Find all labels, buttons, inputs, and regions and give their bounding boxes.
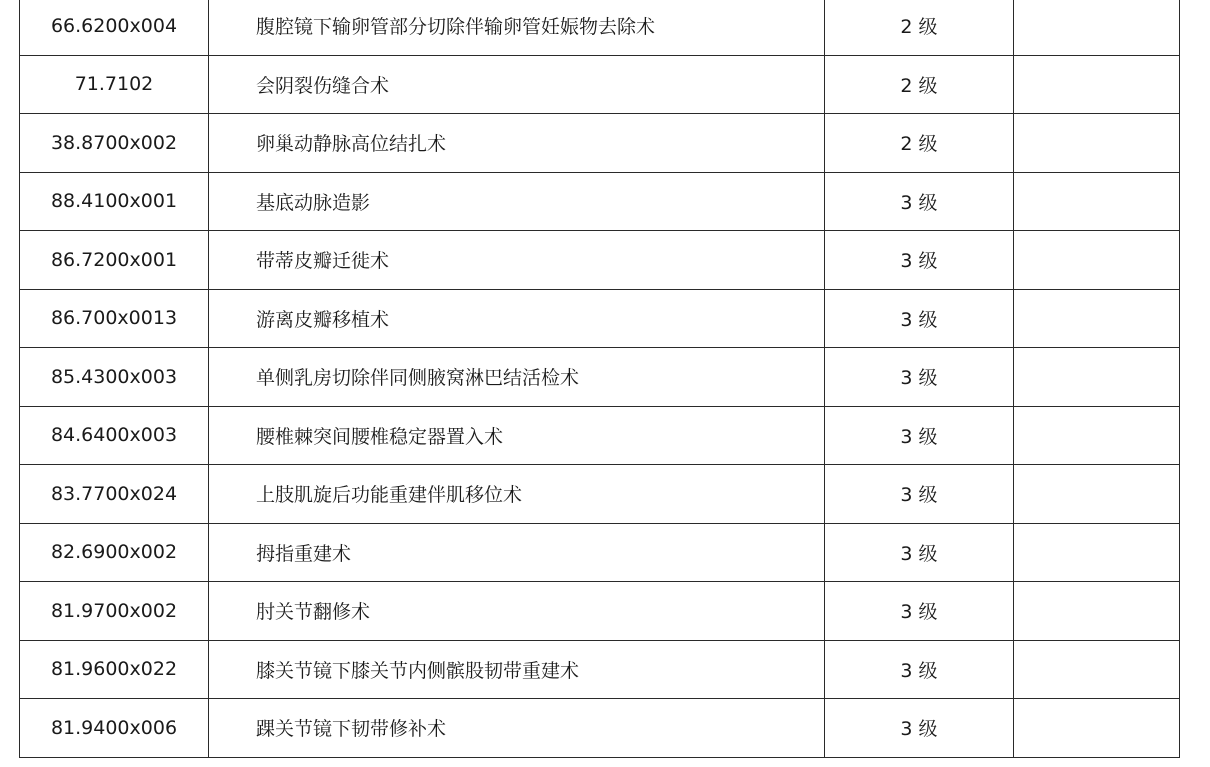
table-row (20, 55, 1180, 114)
procedure-note (1014, 172, 1180, 231)
procedure-level: 3 级 (825, 699, 1014, 758)
procedure-level: 3 级 (825, 523, 1014, 582)
procedure-note (1014, 699, 1180, 758)
table-row (20, 231, 1180, 290)
procedure-name: 游离皮瓣移植术 (209, 289, 825, 348)
procedure-note (1014, 55, 1180, 114)
procedure-name: 卵巢动静脉高位结扎术 (209, 114, 825, 173)
procedure-table (19, 0, 1180, 758)
procedure-note (1014, 582, 1180, 641)
procedure-code: 81.9700x002 (20, 582, 209, 641)
procedure-name: 会阴裂伤缝合术 (209, 55, 825, 114)
table-row (20, 348, 1180, 407)
procedure-name: 上肢肌旋后功能重建伴肌移位术 (209, 465, 825, 524)
table-row (20, 523, 1180, 582)
procedure-code: 88.4100x001 (20, 172, 209, 231)
procedure-level: 3 级 (825, 582, 1014, 641)
procedure-code: 82.6900x002 (20, 523, 209, 582)
procedure-level: 3 级 (825, 289, 1014, 348)
table-row (20, 699, 1180, 758)
procedure-note (1014, 406, 1180, 465)
procedure-code: 66.6200x004 (20, 0, 209, 55)
procedure-name: 基底动脉造影 (209, 172, 825, 231)
procedure-name: 腰椎棘突间腰椎稳定器置入术 (209, 406, 825, 465)
table-row (20, 406, 1180, 465)
procedure-note (1014, 523, 1180, 582)
procedure-level: 2 级 (825, 55, 1014, 114)
table-row (20, 582, 1180, 641)
procedure-level: 3 级 (825, 406, 1014, 465)
procedure-note (1014, 114, 1180, 173)
procedure-level: 2 级 (825, 114, 1014, 173)
procedure-code: 86.700x0013 (20, 289, 209, 348)
procedure-code: 85.4300x003 (20, 348, 209, 407)
procedure-name: 腹腔镜下输卵管部分切除伴输卵管妊娠物去除术 (209, 0, 825, 55)
procedure-note (1014, 640, 1180, 699)
procedure-code: 71.7102 (20, 55, 209, 114)
procedure-note (1014, 348, 1180, 407)
procedure-code: 86.7200x001 (20, 231, 209, 290)
procedure-level: 3 级 (825, 348, 1014, 407)
procedure-name: 单侧乳房切除伴同侧腋窝淋巴结活检术 (209, 348, 825, 407)
procedure-name: 肘关节翻修术 (209, 582, 825, 641)
procedure-note (1014, 0, 1180, 55)
procedure-level: 3 级 (825, 465, 1014, 524)
procedure-name: 拇指重建术 (209, 523, 825, 582)
procedure-level: 3 级 (825, 231, 1014, 290)
table-row (20, 465, 1180, 524)
procedure-level: 2 级 (825, 0, 1014, 55)
procedure-code: 83.7700x024 (20, 465, 209, 524)
procedure-level: 3 级 (825, 172, 1014, 231)
procedure-name: 膝关节镜下膝关节内侧髌股韧带重建术 (209, 640, 825, 699)
procedure-code: 81.9400x006 (20, 699, 209, 758)
procedure-code: 84.6400x003 (20, 406, 209, 465)
table-row (20, 172, 1180, 231)
procedure-note (1014, 231, 1180, 290)
procedure-name: 踝关节镜下韧带修补术 (209, 699, 825, 758)
procedure-note (1014, 465, 1180, 524)
procedure-code: 81.9600x022 (20, 640, 209, 699)
table-row (20, 114, 1180, 173)
table-row (20, 0, 1180, 55)
procedure-level: 3 级 (825, 640, 1014, 699)
table-row (20, 289, 1180, 348)
procedure-note (1014, 289, 1180, 348)
procedure-name: 带蒂皮瓣迁徙术 (209, 231, 825, 290)
procedure-code: 38.8700x002 (20, 114, 209, 173)
table-row (20, 640, 1180, 699)
